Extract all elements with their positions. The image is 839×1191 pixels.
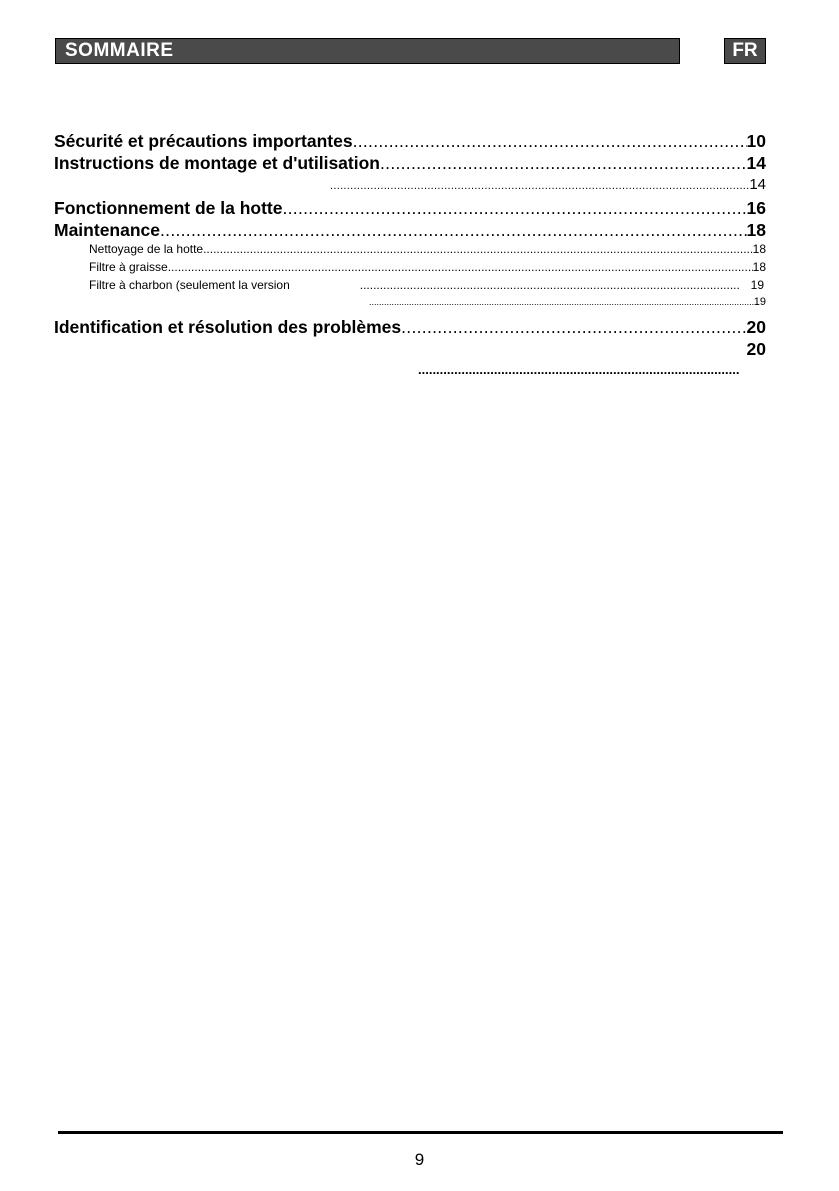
language-badge: FR xyxy=(724,38,766,64)
toc-entry-installation-sub[interactable] xyxy=(330,176,766,198)
toc-entry-label: Fonctionnement de la hotte xyxy=(54,198,283,218)
toc-entry-page: 18 xyxy=(746,220,766,240)
footer-divider xyxy=(58,1131,783,1134)
toc-leader-dots xyxy=(418,362,740,377)
toc-leader-dots xyxy=(369,297,754,307)
toc-subentry-grease-filter[interactable] xyxy=(89,260,766,276)
toc-entry-page: 16 xyxy=(746,198,766,218)
toc-entry-page: 14 xyxy=(749,176,766,193)
toc-entry-label: Instructions de montage et d'utilisation xyxy=(54,153,380,173)
toc-entry-page: 20 xyxy=(746,317,766,337)
toc-entry-page: 19 xyxy=(750,278,764,292)
section-header-bar xyxy=(55,38,680,64)
toc-entry-page: 19 xyxy=(753,296,766,308)
toc-entry-page: 18 xyxy=(752,242,766,256)
toc-leader-dots xyxy=(353,131,747,152)
toc-entry-operation[interactable] xyxy=(54,198,766,220)
toc-leader-dots xyxy=(282,198,746,219)
toc-subentry-charcoal-filter-cont[interactable] xyxy=(369,296,766,312)
toc-entry-page: 20 xyxy=(746,339,766,359)
page-number: 9 xyxy=(414,1150,425,1169)
toc-subentry-charcoal-filter[interactable] xyxy=(89,278,766,294)
toc-entry-troubleshooting[interactable] xyxy=(54,317,766,339)
toc-entry-installation[interactable] xyxy=(54,153,766,175)
toc-leader-dots xyxy=(203,242,753,256)
toc-entry-label: Identification et résolution des problèmes xyxy=(54,317,402,337)
toc-entry-maintenance[interactable] xyxy=(54,220,766,242)
toc-subentry-cleaning[interactable] xyxy=(89,242,766,258)
toc-leader-dots xyxy=(160,220,747,241)
toc-leader-dots xyxy=(360,278,739,292)
toc-entry-label: Nettoyage de la hotte xyxy=(89,242,204,256)
toc-entry-page: 10 xyxy=(746,131,766,151)
toc-leader-dots xyxy=(330,180,749,192)
toc-leader-dots xyxy=(401,317,746,338)
toc-leader-dots xyxy=(380,153,747,174)
toc-entry-page: 18 xyxy=(752,260,766,274)
toc-entry-label: Maintenance xyxy=(54,220,160,240)
toc-entry-label: Filtre à graisse xyxy=(89,260,168,274)
toc-entry-page: 14 xyxy=(746,153,766,173)
toc-entry-label: Sécurité et précautions importantes xyxy=(54,131,353,151)
page-title: SOMMAIRE xyxy=(65,40,174,61)
toc-leader-dots xyxy=(168,260,753,274)
toc-entry-troubleshooting-cont[interactable] xyxy=(700,339,766,361)
toc-entry-safety[interactable] xyxy=(54,131,766,153)
toc-entry-empty-leader xyxy=(418,362,740,378)
toc-entry-label: Filtre à charbon (seulement la version xyxy=(89,278,290,292)
